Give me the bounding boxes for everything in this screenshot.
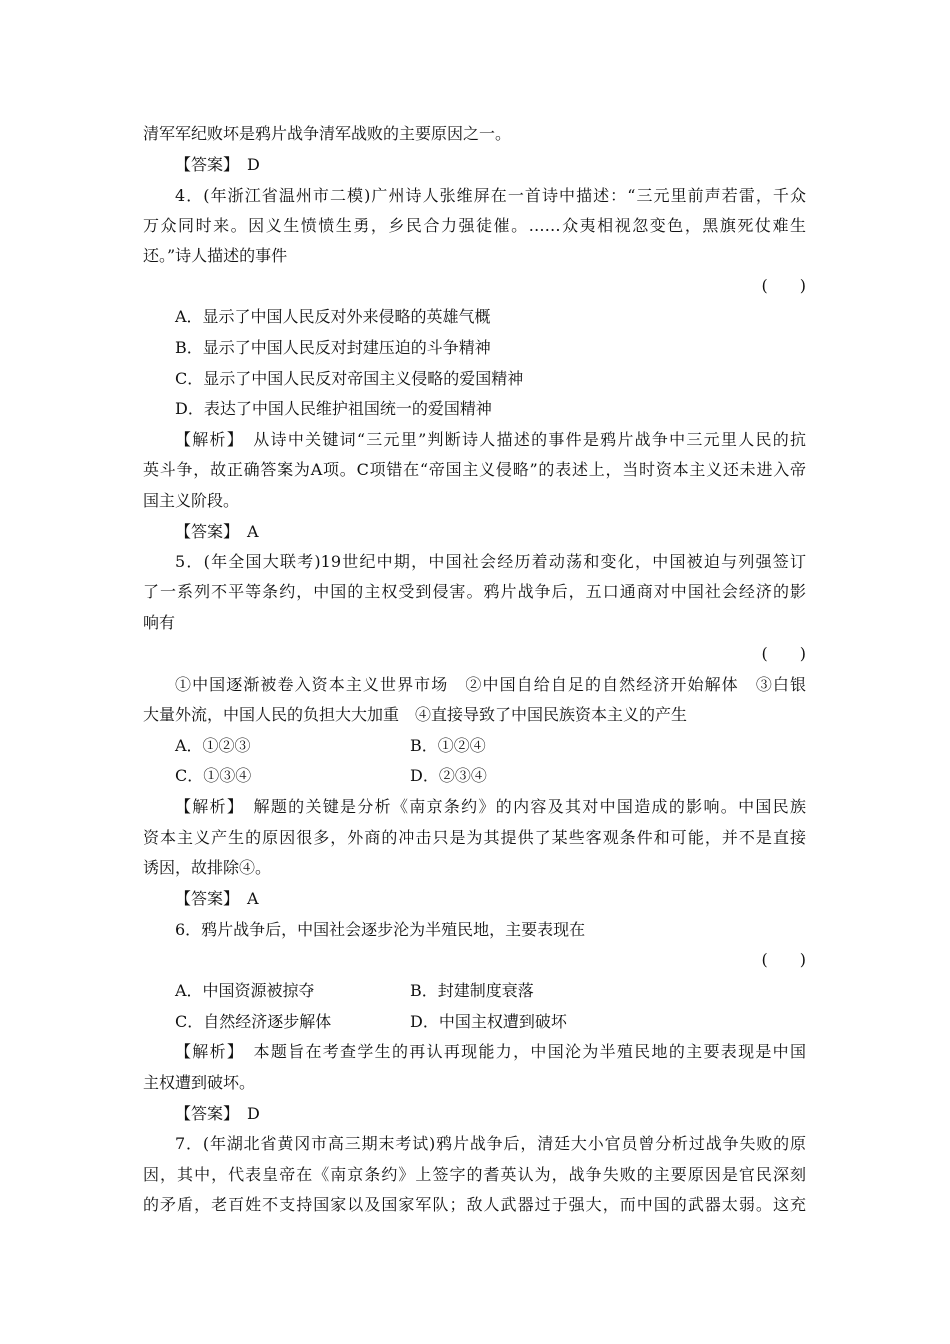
question-5-line: 5．(年全国大联考)19世纪中期，中国社会经历着动荡和变化，中国被迫与列强签订	[175, 552, 806, 571]
question-7-line: 因，其中，代表皇帝在《南京条约》上签字的耆英认为，战争失败的主要原因是官民深刻	[143, 1165, 806, 1184]
option-c: C．自然经济逐步解体	[175, 1012, 332, 1031]
option-c: C．显示了中国人民反对帝国主义侵略的爱国精神	[175, 369, 524, 388]
option-a: A．显示了中国人民反对外来侵略的英雄气概	[175, 307, 491, 326]
question-5-line: 了一系列不平等条约，中国的主权受到侵害。鸦片战争后，五口通商对中国社会经济的影	[143, 582, 806, 601]
answer-line: 【答案】 D	[175, 1104, 260, 1123]
option-c: C．①③④	[175, 766, 252, 785]
option-d: D．表达了中国人民维护祖国统一的爱国精神	[175, 399, 492, 418]
question-7-line: 7．(年湖北省黄冈市高三期末考试)鸦片战争后，清廷大小官员曾分析过战争失败的原	[175, 1134, 806, 1153]
answer-line: 【答案】 A	[175, 522, 259, 541]
option-b: B．封建制度衰落	[410, 981, 534, 1000]
question-4-line: 还。”诗人描述的事件	[143, 246, 288, 265]
analysis-line: 诱因，故排除④。	[143, 858, 272, 877]
analysis-line: 主权遭到破坏。	[143, 1073, 256, 1092]
answer-bracket: ( )	[761, 644, 806, 663]
option-b: B．显示了中国人民反对封建压迫的斗争精神	[175, 338, 491, 357]
analysis-line: 【解析】 从诗中关键词“三元里”判断诗人描述的事件是鸦片战争中三元里人民的抗	[175, 430, 806, 449]
statement-line: ①中国逐渐被卷入资本主义世界市场 ②中国自给自足的自然经济开始解体 ③白银	[175, 675, 806, 694]
answer-bracket: ( )	[761, 276, 806, 295]
option-a: A．中国资源被掠夺	[175, 981, 315, 1000]
analysis-line: 【解析】 本题旨在考查学生的再认再现能力，中国沦为半殖民地的主要表现是中国	[175, 1042, 806, 1061]
analysis-line: 英斗争，故正确答案为A项。C项错在“帝国主义侵略”的表述上，当时资本主义还未进入帝	[143, 460, 806, 479]
answer-bracket: ( )	[761, 950, 806, 969]
question-4-line: 4．(年浙江省温州市二模)广州诗人张维屏在一首诗中描述：“三元里前声若雷，千众	[175, 186, 806, 205]
statement-line: 大量外流，中国人民的负担大大加重 ④直接导致了中国民族资本主义的产生	[143, 705, 688, 724]
option-a: A．①②③	[175, 736, 251, 755]
analysis-line: 国主义阶段。	[143, 491, 240, 510]
question-6-line: 6．鸦片战争后，中国社会逐步沦为半殖民地，主要表现在	[175, 920, 586, 939]
question-5-line: 响有	[143, 613, 176, 632]
answer-line: 【答案】 A	[175, 889, 259, 908]
analysis-line: 【解析】 解题的关键是分析《南京条约》的内容及其对中国造成的影响。中国民族	[175, 797, 806, 816]
answer-line: 【答案】 D	[175, 155, 260, 174]
analysis-line: 资本主义产生的原因很多，外商的冲击只是为其提供了某些客观条件和可能，并不是直接	[143, 828, 806, 847]
question-4-line: 万众同时来。因义生愤愤生勇，乡民合力强徒催。……众夷相视忽变色，黑旗死仗难生	[143, 216, 806, 235]
question-7-line: 的矛盾，老百姓不支持国家以及国家军队；敌人武器过于强大，而中国的武器太弱。这充	[143, 1195, 806, 1214]
option-d: D．②③④	[410, 766, 487, 785]
option-d: D．中国主权遭到破坏	[410, 1012, 567, 1031]
paragraph-line: 清军军纪败坏是鸦片战争清军战败的主要原因之一。	[143, 124, 512, 143]
option-b: B．①②④	[410, 736, 486, 755]
